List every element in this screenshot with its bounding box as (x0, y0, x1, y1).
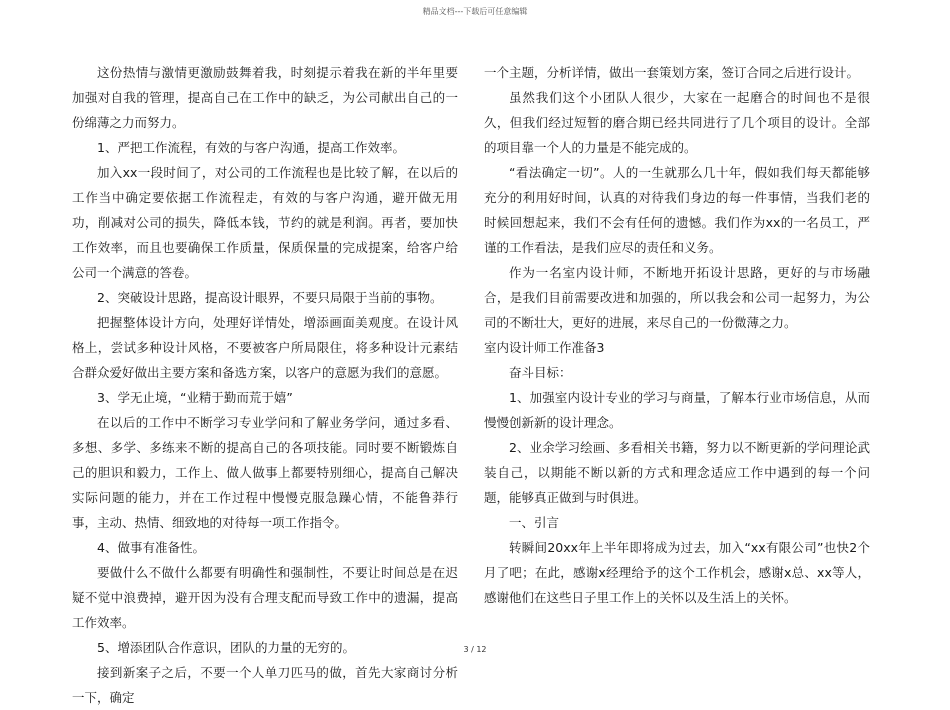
paragraph: 奋斗目标： (509, 365, 572, 380)
paragraph: 室内设计师工作准备3 (484, 340, 605, 355)
paragraph: 1、严把工作流程，有效的与客户沟通，提高工作效率。 (97, 140, 405, 155)
paragraph: 3、学无止境，“业精于勤而荒于嬉” (97, 390, 293, 405)
paragraph: 一个主题，分析详情，做出一套策划方案，签订合同之后进行设计。 (484, 65, 860, 80)
page-header: 精品文档---下载后可任意编辑 (422, 7, 528, 16)
paragraph: 4、做事有准备性。 (97, 540, 205, 555)
paragraph: 这份热情与激情更激励鼓舞着我，时刻提示着我在新的半年里要加强对自我的管理，提高自己在工作中的缺乏，为公司献出自己的一份绵薄之力而努力。 (72, 65, 458, 130)
page-number: 3 / 12 (463, 645, 487, 654)
paragraph: 接到新案子之后，不要一个人单刀匹马的做，首先大家商讨分析一下，确定 (72, 665, 458, 705)
paragraph: 虽然我们这个小团队人很少，大家在一起磨合的时间也不是很久，但我们经过短暂的磨合期已经共同进行了几个项目的设计。全部的项目靠一个人的力量是不能完成的。 (484, 90, 870, 155)
paragraph: 加入xx一段时间了，对公司的工作流程也是比较了解，在以后的工作当中确定要依据工作流程走，有效的与客户沟通，避开做无用功，削减对公司的损失，降低本钱，节约的就是利润。再者，要加快工作效率，而且也要确保工作质量，保质保量的完成提案，给客户给公司一个满意的答卷。 (72, 165, 458, 280)
paragraph: 把握整体设计方向，处理好详情处，增添画面美观度。在设计风格上，尝试多种设计风格，不要被客户所局限住，将多种设计元素结合群众爱好做出主要方案和备选方案，以客户的意愿为我们的意愿。 (72, 315, 458, 380)
paragraph: 转瞬间20xx年上半年即将成为过去，加入“xx有限公司”也快2个月了吧；在此，感谢x经理给予的这个工作机会，感谢x总、xx等人，感谢他们在这些日子里工作上的关怀以及生活上的关怀。 (484, 540, 870, 605)
paragraph: 在以后的工作中不断学习专业学问和了解业务学问，通过多看、多想、多学、多练来不断的提高自己的各项技能。同时要不断锻炼自己的胆识和毅力，工作上、做人做事上都要特别细心，提高自己解决实际问题的能力，并在工作过程中慢慢克服急躁心情，不能鲁莽行事，主动、热情、细致地的对待每一项工作指令。 (72, 415, 458, 530)
left-column (72, 60, 458, 710)
paragraph: 2、突破设计思路，提高设计眼界，不要只局限于当前的事物。 (97, 290, 443, 305)
paragraph: 作为一名室内设计师，不断地开拓设计思路，更好的与市场融合，是我们目前需要改进和加强的，所以我会和公司一起努力，为公司的不断壮大，更好的进展，来尽自己的一份微薄之力。 (484, 265, 870, 330)
paragraph: 5、增添团队合作意识，团队的力量的无穷的。 (97, 640, 355, 655)
paragraph: 2、业余学习绘画、多看相关书籍，努力以不断更新的学问理论武装自己，以期能不断以新的方式和理念适应工作中遇到的每一个问题，能够真正做到与时俱进。 (484, 440, 870, 505)
paragraph: 1、加强室内设计专业的学习与商量，了解本行业市场信息，从而慢慢创新新的设计理念。 (484, 390, 870, 430)
paragraph: 要做什么不做什么都要有明确性和强制性，不要让时间总是在迟疑不觉中浪费掉，避开因为没有合理支配而导致工作中的遗漏，提高工作效率。 (72, 565, 458, 630)
paragraph: 一、引言 (509, 515, 560, 530)
right-column (484, 60, 870, 610)
paragraph: “看法确定一切”。人的一生就那么几十年，假如我们每天都能够充分的利用好时间，认真的对待我们身边的每一件事情，当我们老的时候回想起来，我们不会有任何的遗憾。我们作为xx的一名员工，严谨的工作看法，是我们应尽的责任和义务。 (484, 165, 870, 255)
